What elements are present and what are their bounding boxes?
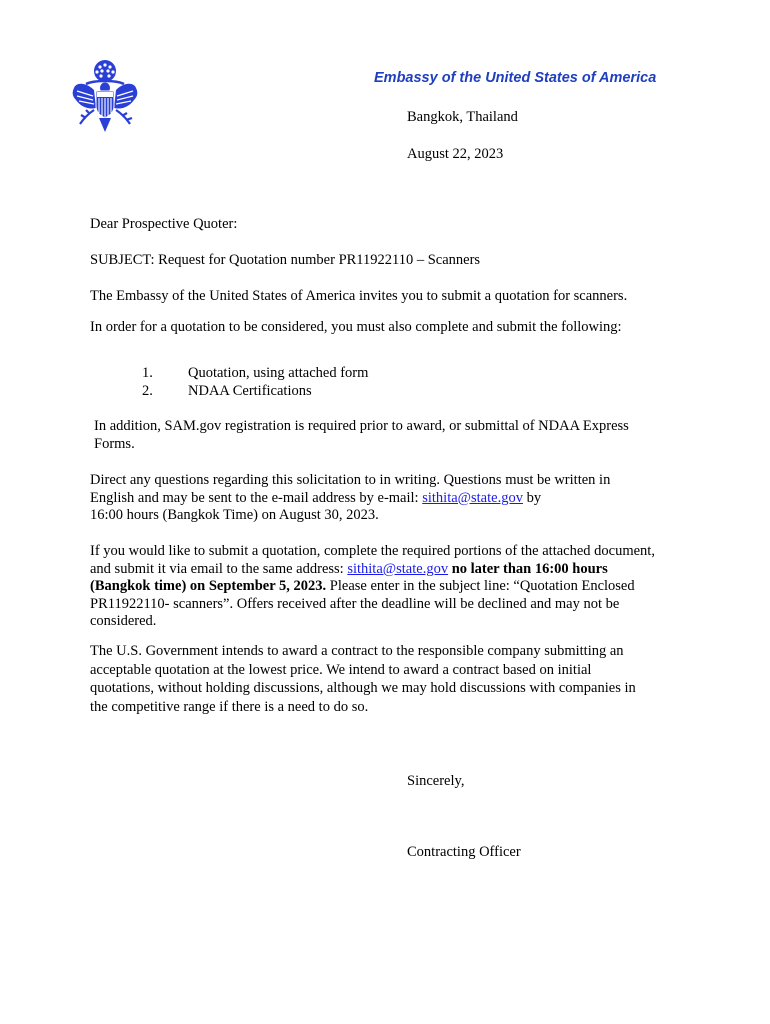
intro-paragraph: The Embassy of the United States of America invites you to submit a quotation for scanners. (90, 288, 628, 304)
text-line: Direct any questions regarding this solicitation to in writing. Questions must be written in (90, 472, 611, 488)
email-link[interactable]: sithita@state.gov (347, 560, 449, 577)
questions-paragraph (90, 472, 690, 525)
us-great-seal-icon (66, 58, 144, 140)
text-line: considered. (90, 613, 157, 629)
requirement-item: Quotation, using attached form (188, 365, 369, 381)
award-paragraph (90, 642, 690, 716)
requirement-item: NDAA Certifications (188, 383, 312, 399)
text-line: the competitive range if there is a need to do so. (90, 698, 369, 715)
text-line: PR11922110- scanners”. Offers received after the deadline will be declined and may not be (90, 595, 620, 612)
text-line: If you would like to submit a quotation, complete the required portions of the attached document, (90, 543, 655, 559)
requirement-number: 1. (142, 365, 153, 381)
city-location: Bangkok, Thailand (407, 109, 518, 125)
letter-date: August 22, 2023 (407, 146, 504, 162)
text-line: quotations, without holding discussions, although we may hold discussions with companies in (90, 680, 636, 696)
text-line: 16:00 hours (Bangkok Time) on August 30, 2023. (90, 507, 379, 523)
text-line: The U.S. Government intends to award a contract to the responsible company submitting an (90, 643, 624, 659)
text-line: In addition, SAM.gov registration is required prior to award, or submittal of NDAA Express (94, 418, 629, 434)
deadline-text: (Bangkok time) on September 5, 2023. (90, 578, 327, 594)
embassy-name: Embassy of the United States of America (374, 70, 657, 86)
text-fragment: and submit it via email to the same address: (90, 560, 348, 577)
text-fragment: Please enter in the subject line: “Quotation Enclosed (326, 578, 635, 594)
text-line: Forms. (94, 435, 135, 452)
deadline-text: no later than 16:00 hours (448, 560, 608, 577)
sam-registration-paragraph (94, 418, 684, 453)
text-line (90, 561, 690, 579)
email-link[interactable]: sithita@state.gov (422, 489, 523, 506)
requirements-lead: In order for a quotation to be considered, you must also complete and submit the following: (90, 319, 622, 335)
text-fragment: by (522, 489, 542, 506)
signatory-title: Contracting Officer (407, 844, 521, 860)
requirement-number: 2. (142, 383, 153, 399)
greeting: Dear Prospective Quoter: (90, 216, 238, 232)
submission-paragraph (90, 543, 690, 631)
text-line (90, 578, 690, 596)
text-line: acceptable quotation at the lowest price. We intend to award a contract based on initial (90, 661, 592, 678)
text-fragment: English and may be sent to the e-mail address by e-mail: (90, 489, 423, 506)
subject-line: SUBJECT: Request for Quotation number PR11922110 – Scanners (90, 252, 481, 268)
text-line (90, 490, 690, 508)
closing-salutation: Sincerely, (407, 773, 465, 789)
